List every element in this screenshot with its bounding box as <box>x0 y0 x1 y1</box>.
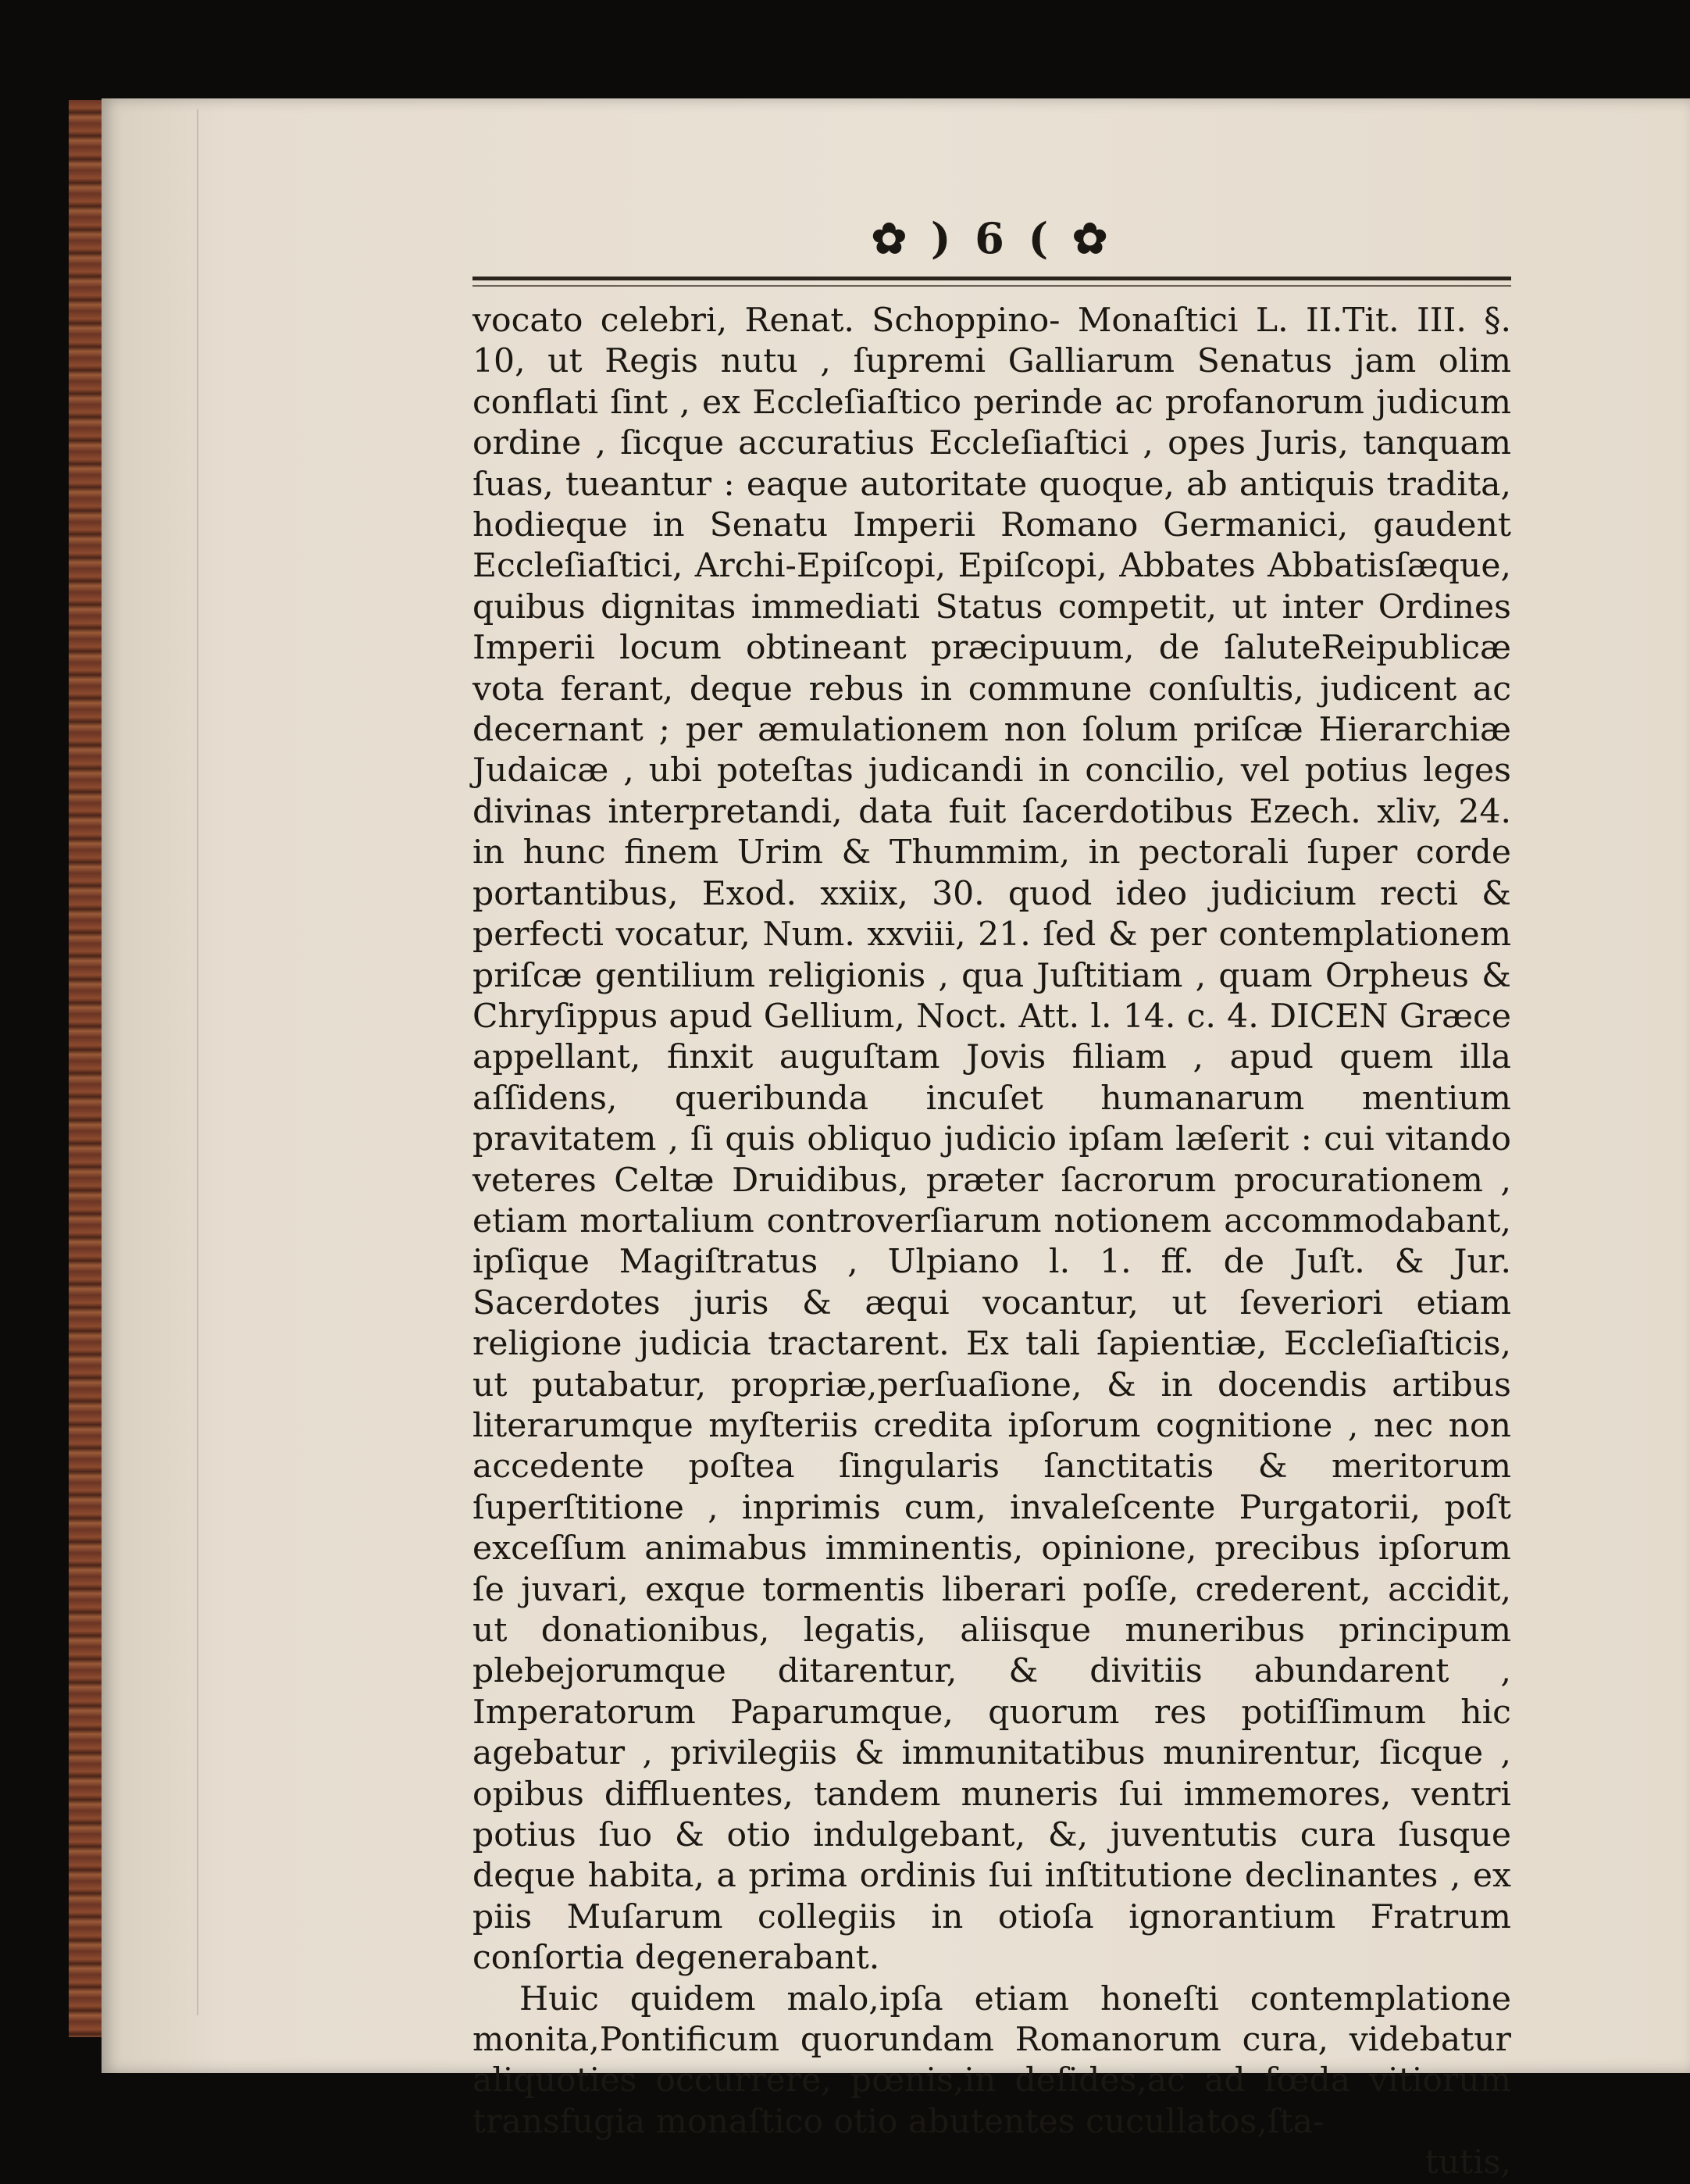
right-ornament-icon: ✿ <box>1071 213 1113 263</box>
text-block <box>472 211 1511 2184</box>
page-header <box>472 211 1511 266</box>
header-right-bracket: ( <box>1028 213 1054 263</box>
catchword: tutis, <box>1424 2143 1511 2182</box>
header-left-bracket: ) <box>930 213 956 263</box>
book-binding <box>69 100 105 2037</box>
header-rule <box>472 277 1511 287</box>
page-number: 6 <box>975 213 1009 263</box>
paragraph-1: vocato celebri, Renat. Schoppino- Monaſtici L. II.Tit. III. §. 10, ut Regis nutu , ſupremi Galliarum Senatus jam olim conflati ſint , ex Eccleſiaſtico perinde ac profanorum judicum ordine , ſicque accuratius Eccleſiaſtici , opes Juris, tanquam ſuas, tueantur : eaque autoritate quoque, ab antiquis tradita, hodieque in Senatu Imperii Romano Germanici, gaudent Eccleſiaſtici, Archi-Epiſcopi, Epiſcopi, Abbates Abbatisſæque, quibus dignitas immediati Status competit, ut inter Ordines Imperii locum obtineant præcipuum, de ſaluteReipublicæ vota ferant, deque rebus in commune conſultis, judicent ac decernant ; per æmulationem non ſolum priſcæ Hierarchiæ Judaicæ , ubi poteſtas judicandi in concilio, vel potius leges divinas interpretandi, data fuit ſacerdotibus Ezech. xliv, 24. in hunc finem Urim & Thummim, in pectorali ſuper corde portantibus, Exod. xxiix, 30. quod ideo judicium recti & perfecti vocatur, Num. xxviii, 21. ſed & per contemplationem priſcæ gentilium religionis , qua Juſtitiam , quam Orpheus & Chryſippus apud Gellium, Noct. Att. l. 14. c. 4. DICEN Græce appellant, finxit auguſtam Jovis filiam , apud quem illa aſſidens, queribunda incuſet humanarum mentium pravitatem , ſi quis obliquo judicio ipſam læſerit : cui vitando veteres Celtæ Druidibus, præter ſacrorum procurationem , etiam mortalium controverſiarum notionem accommodabant, ipſique Magiſtratus , Ulpiano l. 1. ff. de Juſt. & Jur. Sacerdotes juris & æqui vocantur, ut ſeveriori etiam religione judicia tractarent. Ex tali ſapientiæ, Eccleſiaſticis, ut putabatur, propriæ,perſuaſione, & in docendis artibus literarumque myſteriis credita ipſorum cognitione , nec non accedente poſtea ſingularis ſanctitatis & meritorum ſuperſtitione , inprimis cum, invaleſcente Purgatorii, poſt exceſſum animabus imminentis, opinione, precibus ipſorum ſe juvari, exque tormentis liberari poſſe, crederent, accidit, ut donationibus, legatis, aliisque muneribus principum plebejorumque ditarentur, & divitiis abundarent , Imperatorum Paparumque, quorum res potiſſimum hic agebatur , privilegiis & immunitatibus munirentur, ſicque , opibus diffluentes, tandem muneris ſui immemores, ventri potius ſuo & otio indulgebant, &, juventutis cura ſusque deque habita, a prima ordinis ſui inſtitutione declinantes , ex piis Muſarum collegiis in otioſa ignorantium Fratrum conſortia degenerabant. <box>472 302 1511 1978</box>
left-ornament-icon: ✿ <box>871 213 912 263</box>
page-gutter <box>197 109 198 2015</box>
paragraph-2: Huic quidem malo,ipſa etiam honeſti contemplatione monita,Pontificum quorundam Romanorum cura, videbatur aliquoties occurrere, pœnis,in deſides,ac ad fœda vitiorum transfugia monaſtico otio abutentes cucullatos,ſta- <box>472 1979 1511 2141</box>
